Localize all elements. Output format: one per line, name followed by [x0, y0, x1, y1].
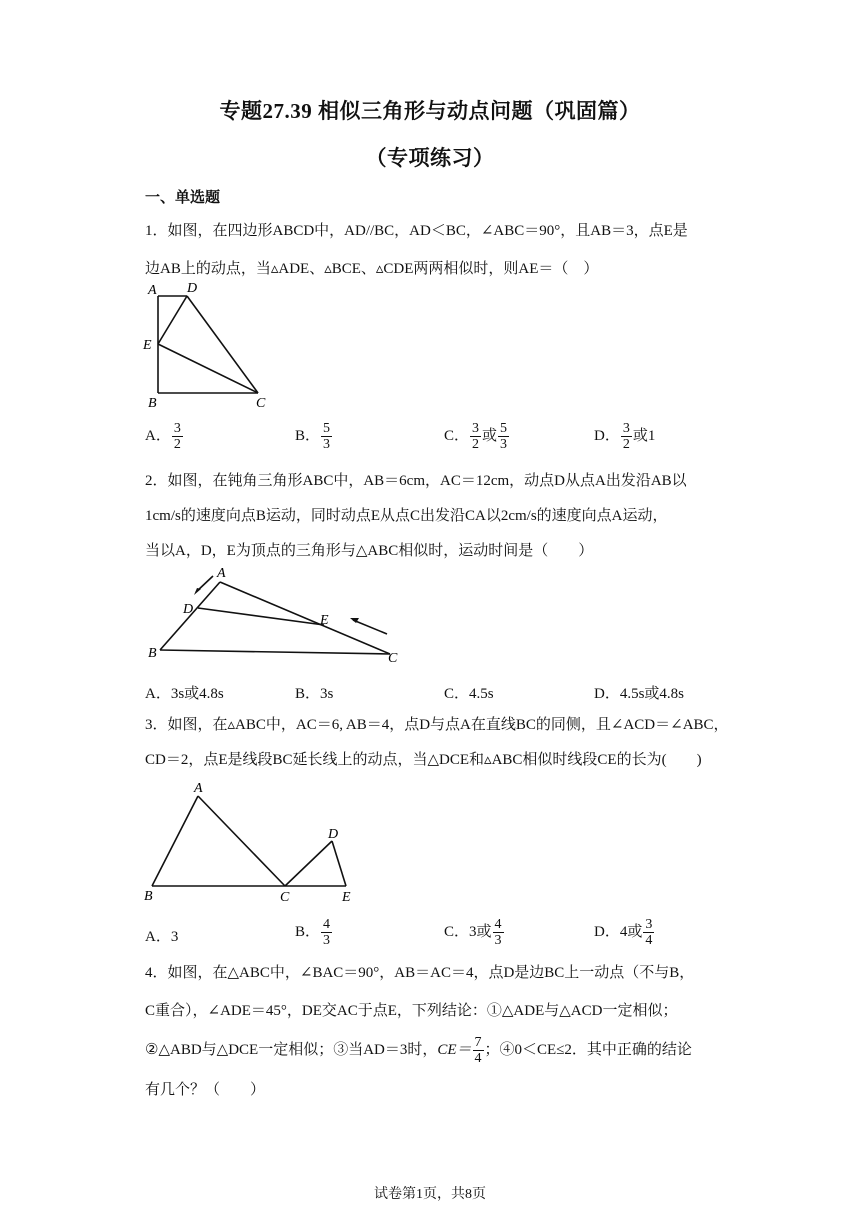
q1-option-c-den2: 3 [500, 437, 508, 452]
q1-option-c-or: 或 [482, 427, 498, 444]
q3-text-line1: 3．如图，在▵ABC中，AC＝6, AB＝4，点D与点A在直线BC的同侧，且∠ACD＝∠ABC， [145, 717, 729, 733]
q1-option-d-frac [621, 421, 632, 452]
q4-text-line3-b: ；④0＜CE≤2．其中正确的结论 [484, 1041, 692, 1058]
q3-option-c-label: C．3或 [444, 923, 492, 940]
q2-option-b[interactable]: B．3s [295, 686, 334, 702]
q1-option-a-den: 2 [173, 437, 181, 452]
q1-option-b-label: B． [295, 427, 321, 444]
q3-option-d-num: 3 [645, 917, 653, 932]
q3-option-a[interactable]: A．3 [145, 929, 179, 945]
q3-option-c-num: 4 [494, 917, 502, 932]
q3-option-b[interactable] [295, 917, 333, 948]
q1-text-line2: 边AB上的动点，当▵ADE、▵BCE、▵CDE两两相似时，则AE＝（ ） [145, 261, 599, 277]
q1-label-c: C [256, 396, 266, 410]
q2-label-b: B [148, 646, 157, 661]
q1-option-d-num: 3 [622, 421, 630, 436]
q3-option-b-frac [321, 917, 332, 948]
q4-text-line2: C重合），∠ADE＝45°，DE交AC于点E，下列结论：①△ADE与△ACD一定相似； [145, 1003, 678, 1019]
q2-option-d[interactable]: D．4.5s或4.8s [594, 686, 685, 702]
q2-label-e: E [320, 613, 329, 628]
q2-label-a: A [217, 566, 226, 581]
q1-option-b[interactable] [295, 421, 333, 452]
q1-option-a-num: 3 [173, 421, 181, 436]
q2-label-d: D [183, 602, 194, 617]
q1-option-c-num1: 3 [472, 421, 480, 436]
q1-option-d-label: D． [594, 427, 620, 444]
q1-option-a-frac [172, 421, 183, 452]
q1-label-a: A [148, 283, 157, 298]
q1-figure [140, 278, 280, 410]
q4-text-line3 [145, 1035, 692, 1066]
q3-option-d-den: 4 [645, 933, 653, 948]
q3-label-b: B [144, 889, 153, 904]
q3-option-d-label: D．4或 [594, 923, 643, 940]
page-footer: 试卷第1页，共8页 [374, 1187, 486, 1202]
q3-option-d-frac [643, 917, 654, 948]
q2-label-c: C [388, 651, 398, 666]
q4-text-line3-a: ②△ABD与△DCE一定相似；③当AD＝3时， [145, 1041, 438, 1058]
q1-option-a[interactable] [145, 421, 184, 452]
q4-ce-num: 7 [474, 1035, 482, 1050]
q4-text-line4: 有几个？（ ） [145, 1082, 266, 1098]
q3-label-d: D [328, 827, 339, 842]
q3-label-c: C [280, 890, 290, 904]
q1-text-line1: 1．如图，在四边形ABCD中，AD//BC，AD＜BC，∠ABC＝90°，且AB＝3，点E是 [145, 223, 688, 239]
q1-option-c[interactable] [444, 421, 510, 452]
q2-text-line3: 当以A，D，E为顶点的三角形与△ABC相似时，运动时间是（ ） [145, 543, 594, 559]
q1-label-e: E [143, 338, 152, 353]
q2-arrow-d [194, 588, 201, 595]
page-title: 专题27.39 相似三角形与动点问题（巩固篇） [219, 99, 641, 123]
q1-option-c-den1: 2 [472, 437, 480, 452]
q4-text-line1: 4．如图，在△ABC中，∠BAC＝90°，AB＝AC＝4，点D是边BC上一动点（不与B， [145, 965, 695, 981]
q1-option-d[interactable] [594, 421, 655, 452]
q1-label-b: B [148, 396, 157, 410]
q1-label-d: D [187, 281, 198, 296]
q3-option-b-num: 4 [323, 917, 331, 932]
q3-label-e: E [342, 890, 351, 904]
q3-option-b-den: 3 [323, 933, 331, 948]
q3-option-c-frac [493, 917, 504, 948]
q3-option-d[interactable] [594, 917, 655, 948]
q3-text-line2: CD＝2，点E是线段BC延长线上的动点，当△DCE和▵ABC相似时线段CE的长为( ) [145, 752, 702, 768]
q1-option-b-frac [321, 421, 332, 452]
q3-label-a: A [194, 781, 203, 796]
q3-option-c[interactable] [444, 917, 505, 948]
page-subtitle: （专项练习） [365, 146, 495, 170]
q1-option-b-num: 5 [323, 421, 331, 436]
q4-ce-expression: CE＝ [437, 1041, 472, 1058]
q3-figure [140, 776, 360, 904]
q3-option-c-den: 3 [494, 933, 502, 948]
section-heading: 一、单选题 [145, 190, 221, 206]
q1-option-c-num2: 5 [500, 421, 508, 436]
q3-option-b-label: B． [295, 923, 321, 940]
q2-option-c[interactable]: C．4.5s [444, 686, 494, 702]
q1-option-a-label: A． [145, 427, 171, 444]
q4-ce-den: 4 [474, 1051, 482, 1066]
q2-text-line2: 1cm/s的速度向点B运动，同时动点E从点C出发沿CA以2cm/s的速度向点A运动， [145, 508, 668, 524]
q2-text-line1: 2．如图，在钝角三角形ABC中，AB＝6cm，AC＝12cm，动点D从点A出发沿AB以 [145, 473, 687, 489]
q2-option-a[interactable]: A．3s或4.8s [145, 686, 224, 702]
q4-ce-frac [473, 1035, 484, 1066]
q1-option-c-frac2 [498, 421, 509, 452]
q1-option-c-label: C． [444, 427, 470, 444]
q1-option-b-den: 3 [323, 437, 331, 452]
q1-option-d-rest: 或1 [632, 427, 656, 444]
q1-option-c-frac1 [470, 421, 481, 452]
q2-figure [140, 562, 410, 670]
q1-option-d-den: 2 [622, 437, 630, 452]
